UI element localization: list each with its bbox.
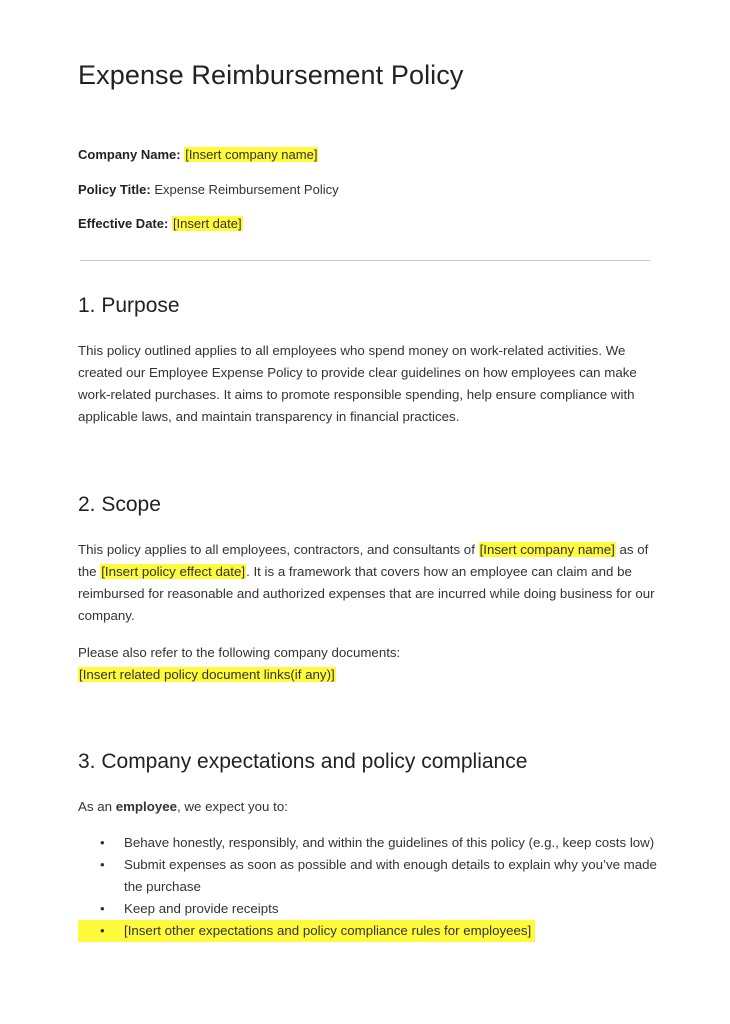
company-name-row	[78, 147, 318, 162]
effective-date-row	[78, 216, 243, 231]
refer-text: Please also refer to the following company documents:	[78, 645, 401, 660]
policy-title-label: Policy Title:	[78, 182, 151, 197]
related-links-placeholder: [Insert related policy document links(if any)]	[79, 667, 335, 682]
list-item	[78, 898, 658, 920]
scope-text-1: This policy applies to all employees, contractors, and consultants of	[78, 542, 479, 557]
list-item	[78, 854, 658, 898]
scope-heading: 2. Scope	[78, 493, 161, 516]
policy-title-value: Expense Reimbursement Policy	[154, 182, 339, 197]
bullet-icon: •	[100, 857, 105, 872]
list-item-text: [Insert other expectations and policy compliance rules for employees]	[124, 923, 532, 938]
document-title: Expense Reimbursement Policy	[78, 60, 464, 90]
policy-title-row	[78, 182, 339, 197]
expectations-intro	[78, 796, 658, 818]
scope-company-placeholder: [Insert company name]	[479, 542, 615, 557]
expectations-heading: 3. Company expectations and policy compliance	[78, 750, 528, 773]
intro-suffix: , we expect you to:	[177, 799, 288, 814]
effective-date-placeholder: [Insert date]	[172, 216, 242, 231]
effective-date-label: Effective Date:	[78, 216, 169, 231]
list-item-text: Keep and provide receipts	[124, 901, 279, 916]
scope-text-2: as of the	[78, 542, 649, 579]
scope-text-3: . It is a framework that covers how an employee can claim and be reimbursed for reasonable and authorized expenses that are incurred while doing business for our company.	[78, 564, 655, 623]
bullet-icon: •	[100, 901, 105, 916]
intro-bold: employee	[115, 799, 178, 814]
company-name-placeholder: [Insert company name]	[185, 147, 318, 162]
scope-date-placeholder: [Insert policy effect date]	[101, 564, 246, 579]
list-item	[78, 832, 658, 854]
horizontal-divider	[80, 260, 650, 261]
bullet-icon: •	[100, 835, 105, 850]
list-item-placeholder	[78, 920, 535, 942]
expectations-list	[78, 832, 658, 942]
purpose-body	[78, 340, 658, 428]
purpose-heading: 1. Purpose	[78, 294, 180, 317]
scope-refer	[78, 642, 658, 686]
bullet-icon: •	[100, 923, 105, 938]
intro-prefix: As an	[78, 799, 116, 814]
list-item-text: Behave honestly, responsibly, and within the guidelines of this policy (e.g., keep costs low)	[124, 835, 655, 850]
company-name-label: Company Name:	[78, 147, 181, 162]
scope-paragraph	[78, 539, 658, 627]
list-item-text: Submit expenses as soon as possible and with enough details to explain why you’ve made the purchase	[124, 857, 657, 894]
scope-body	[78, 539, 658, 627]
purpose-paragraph: This policy outlined applies to all employees who spend money on work-related activities. We created our Employee Expense Policy to provide clear guidelines on how employees can make work-related purchases. It aims to promote responsible spending, help ensure compliance with applicable laws, and maintain transparency in financial practices.	[78, 343, 637, 424]
